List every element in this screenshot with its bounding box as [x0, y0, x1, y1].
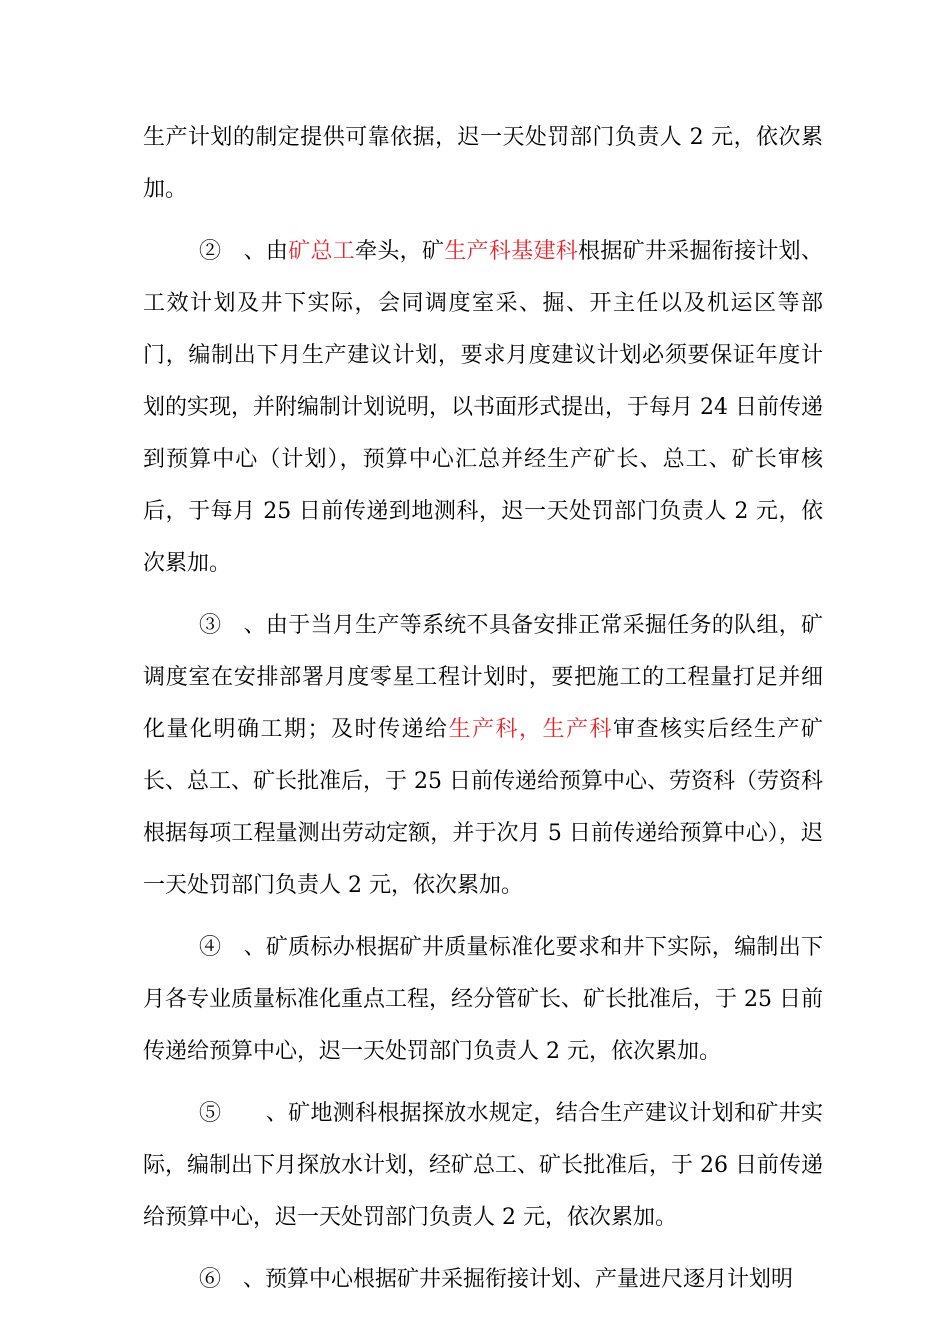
- paragraph-5: [143, 1088, 823, 1244]
- document-page: [143, 112, 823, 1316]
- paragraph-3: [143, 600, 823, 912]
- paragraph-text: 牵头，矿: [355, 239, 445, 264]
- highlighted-text: 生产科基建科: [444, 239, 579, 264]
- paragraph-2: [143, 226, 823, 590]
- paragraph-text: 根据矿井采掘衔接计划、工效计划及井下实际，会同调度室采、掘、开主任以及机运区等部门，编制出下月生产建议计划，要求月度建议计划必须要保证年度计划的实现，并附编制计划说明，以书面形式提出，于每月 24 日前传递到预算中心（计划），预算中心汇总并经生产矿长、总工、矿长审核后，于每月 25 日前传递到地测科，迟一天处罚部门负责人 2 元，依次累加。: [143, 239, 823, 576]
- paragraph-1: [143, 112, 823, 216]
- paragraph-text: ⑤ 、矿地测科根据探放水规定，结合生产建议计划和矿井实际，编制出下月探放水计划，经矿总工、矿长批准后，于 26 日前传递给预算中心，迟一天处罚部门负责人 2 元，依次累加。: [143, 1101, 823, 1230]
- paragraph-text: ③ 、由于当月生产等系统不具备安排正常采掘任务的队组，矿调度室在安排部署月度零星工程计划时，要把施工的工程量打足并细化量化明确工期；及时传递给: [143, 613, 823, 742]
- highlighted-text: 生产科，生产科: [448, 717, 613, 742]
- paragraph-6: [143, 1254, 823, 1306]
- highlighted-text: 矿总工: [288, 239, 356, 264]
- paragraph-text: 审查核实后经生产矿长、总工、矿长批准后，于 25 日前传递给预算中心、劳资科（劳资科根据每项工程量测出劳动定额，并于次月 5 日前传递给预算中心），迟一天处罚部门负责人 2 元，依次累加。: [143, 717, 823, 898]
- paragraph-text: ⑥ 、预算中心根据矿井采掘衔接计划、产量进尺逐月计划明: [199, 1267, 794, 1292]
- paragraph-4: [143, 922, 823, 1078]
- paragraph-text: ④ 、矿质标办根据矿井质量标准化要求和井下实际，编制出下月各专业质量标准化重点工程，经分管矿长、矿长批准后，于 25 日前传递给预算中心，迟一天处罚部门负责人 2 元，依次累加。: [143, 935, 823, 1064]
- paragraph-text: ② 、由: [199, 239, 289, 264]
- paragraph-text: 生产计划的制定提供可靠依据，迟一天处罚部门负责人 2 元，依次累加。: [143, 125, 823, 202]
